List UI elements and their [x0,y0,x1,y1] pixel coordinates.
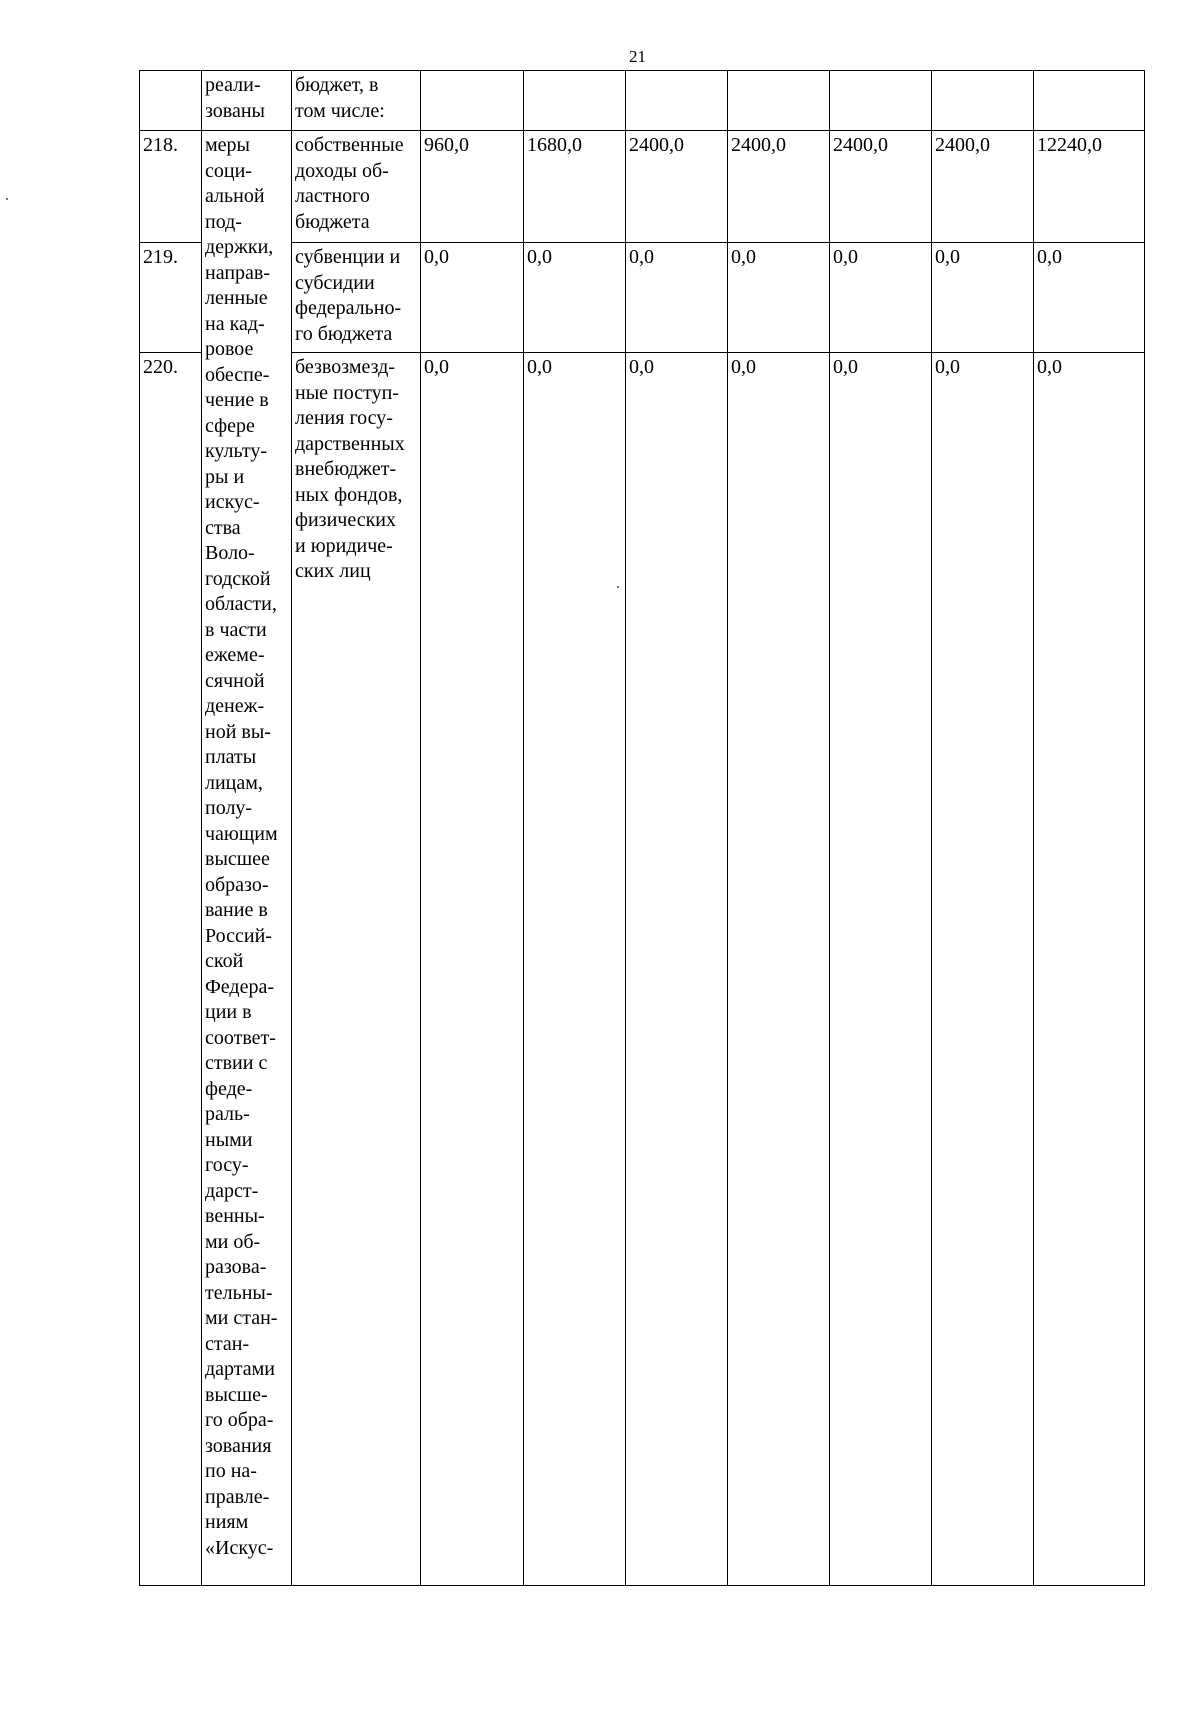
value-2026: 0,0 [932,353,1034,1586]
value-2025: 2400,0 [830,131,932,243]
value-total: 0,0 [1034,243,1145,353]
value-2021: 960,0 [421,131,524,243]
value-cell [728,71,830,131]
value-2022: 0,0 [524,353,626,1586]
table-row [140,131,1145,243]
row-number: 219. [140,243,202,353]
value-cell [830,71,932,131]
value-2024: 0,0 [728,353,830,1586]
value-2023: 0,0 [626,353,728,1586]
value-2025: 0,0 [830,243,932,353]
value-cell [932,71,1034,131]
measure-description-top: реали- зованы [202,71,292,131]
measure-description: меры соци- альной под- держки, направ- ленные на кад- ровое обеспе- чение в сфере культу- ры и искус- ства Воло- годской области, в части ежеме- сячной денеж- ной вы- платы лицам, полу- чающим высшее образо- вание в Россий- ской Федера- ции в соответ- ствии с феде- раль- ными госу- дарст- венны- ми об- разова- тельны- ми стан- стан- дартами высше- го обра- зования по на- правле- ниям «Искус- [202,131,292,1586]
funding-source: безвозмезд- ные поступ- ления госу- дарственных внебюджет- ных фондов, физических и юридиче- ских лиц [292,353,421,1586]
funding-source-header: бюджет, в том числе: [292,71,421,131]
row-number: 218. [140,131,202,243]
value-cell [626,71,728,131]
scan-speck [6,198,8,200]
value-cell [1034,71,1145,131]
budget-table [139,70,1145,1586]
value-2024: 2400,0 [728,131,830,243]
value-total: 12240,0 [1034,131,1145,243]
table-row [140,71,1145,131]
value-2021: 0,0 [421,353,524,1586]
value-2021: 0,0 [421,243,524,353]
value-2022: 0,0 [524,243,626,353]
value-2023: 0,0 [626,243,728,353]
row-number: 220. [140,353,202,1586]
value-2026: 0,0 [932,243,1034,353]
value-2024: 0,0 [728,243,830,353]
value-cell [421,71,524,131]
page-number: 21 [629,47,646,66]
funding-source: субвенции и субсидии федерально- го бюджета [292,243,421,353]
value-total: 0,0 [1034,353,1145,1586]
value-2026: 2400,0 [932,131,1034,243]
funding-source: собственные доходы об- ластного бюджета [292,131,421,243]
value-2025: 0,0 [830,353,932,1586]
value-2023: 2400,0 [626,131,728,243]
value-cell [524,71,626,131]
value-2022: 1680,0 [524,131,626,243]
row-number-cell [140,71,202,131]
